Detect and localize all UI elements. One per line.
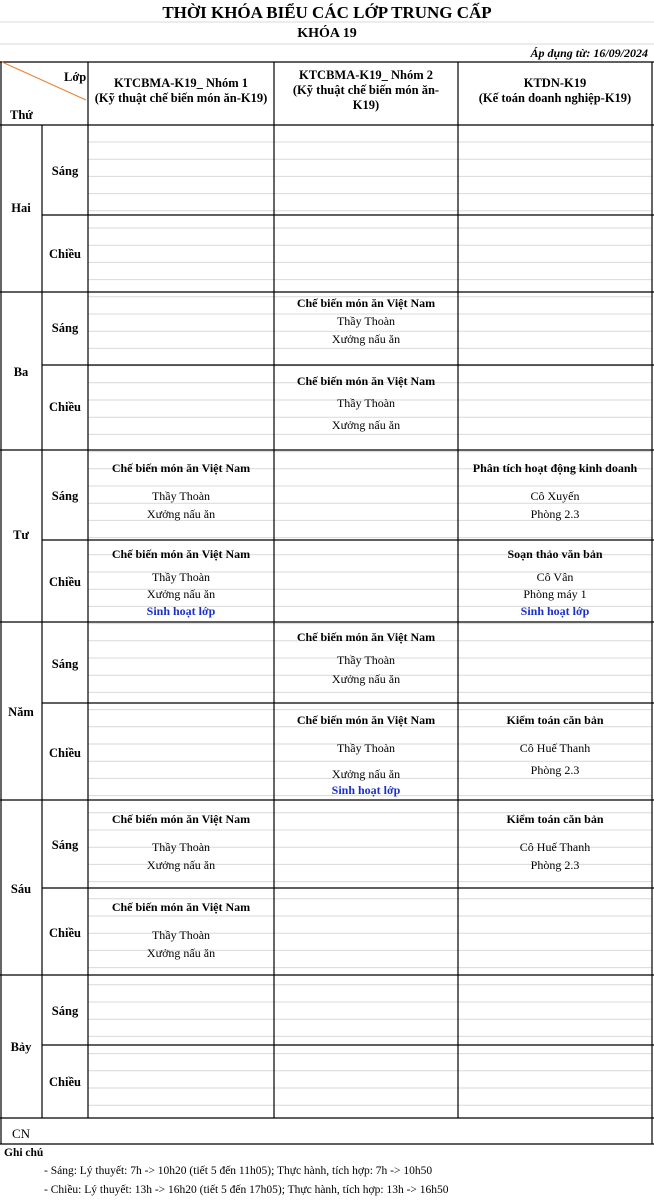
class-header-nhom1	[88, 76, 274, 106]
class-code: KTCBMA-K19_ Nhóm 2	[298, 68, 434, 82]
page-subtitle: KHÓA 19	[297, 26, 357, 41]
schedule-cell-sau-sang-nhom1	[88, 811, 274, 873]
subject: Chế biến món ăn Việt Nam	[111, 461, 251, 475]
class-activity: Sinh hoạt lớp	[146, 604, 216, 618]
day-label-tu: Tư	[13, 528, 29, 542]
session-label-sau-chieu: Chiều	[49, 926, 81, 940]
teacher: Thầy Thoàn	[151, 928, 211, 942]
teacher: Thầy Thoàn	[151, 570, 211, 584]
class-activity: Sinh hoạt lớp	[520, 604, 590, 618]
class-name-line1: (Kỹ thuật chế biến món ăn-	[292, 83, 440, 97]
room: Xưởng nấu ăn	[146, 946, 216, 960]
session-label-sau-sang: Sáng	[51, 838, 79, 852]
teacher: Thầy Thoàn	[336, 741, 396, 755]
session-label-nam-sang: Sáng	[51, 657, 79, 671]
schedule-cell-nam-sang-nhom2	[274, 628, 458, 689]
schedule-cell-tu-sang-ktdn	[458, 460, 652, 522]
room: Phòng 2.3	[530, 858, 580, 872]
day-label-ba: Ba	[13, 365, 29, 379]
subject: Chế biến món ăn Việt Nam	[296, 296, 436, 310]
schedule-cell-nam-chieu-nhom2	[274, 712, 458, 798]
room: Xưởng nấu ăn	[331, 767, 401, 781]
teacher: Cô Vân	[536, 570, 574, 584]
class-header-ktdn	[458, 76, 652, 106]
subject: Chế biến món ăn Việt Nam	[296, 374, 436, 388]
schedule-cell-tu-sang-nhom1	[88, 460, 274, 522]
schedule-cell-ba-chieu-nhom2	[274, 370, 458, 436]
class-code: KTCBMA-K19_ Nhóm 1	[113, 76, 249, 90]
session-label-bay-chieu: Chiều	[49, 1075, 81, 1089]
subject: Chế biến món ăn Việt Nam	[111, 900, 251, 914]
subject: Phân tích hoạt động kinh doanh	[472, 461, 638, 475]
session-label-tu-sang: Sáng	[51, 489, 79, 503]
room: Phòng máy 1	[523, 587, 587, 601]
notes-title: Ghi chú	[4, 1147, 44, 1159]
class-code: KTDN-K19	[523, 76, 587, 90]
note-afternoon: - Chiều: Lý thuyết: 13h -> 16h20 (tiết 5 đến 17h05); Thực hành, tích hợp: 13h -> 16h50	[44, 1184, 449, 1196]
room: Xưởng nấu ăn	[146, 507, 216, 521]
teacher: Thầy Thoàn	[336, 314, 396, 328]
room: Phòng 2.3	[530, 763, 580, 777]
schedule-cell-nam-chieu-ktdn	[458, 712, 652, 778]
room: Xưởng nấu ăn	[146, 587, 216, 601]
day-label-bay: Bảy	[10, 1040, 32, 1054]
subject: Chế biến món ăn Việt Nam	[296, 713, 436, 727]
session-label-bay-sang: Sáng	[51, 1004, 79, 1018]
schedule-cell-tu-chieu-nhom1	[88, 546, 274, 620]
note-morning: - Sáng: Lý thuyết: 7h -> 10h20 (tiết 5 đến 11h05); Thực hành, tích hợp: 7h -> 10h50	[44, 1165, 433, 1177]
class-header-nhom2	[274, 68, 458, 113]
session-label-hai-chieu: Chiều	[49, 247, 81, 261]
day-label-sau: Sáu	[10, 882, 32, 896]
applied-date: Áp dụng từ: 16/09/2024	[530, 46, 648, 60]
subject: Chế biến món ăn Việt Nam	[111, 812, 251, 826]
session-label-ba-sang: Sáng	[51, 321, 79, 335]
room: Xưởng nấu ăn	[331, 418, 401, 432]
session-label-nam-chieu: Chiều	[49, 746, 81, 760]
subject: Soạn thảo văn bản	[507, 547, 603, 561]
subject: Kiểm toán căn bản	[506, 812, 604, 826]
corner-label-class: Lớp	[64, 70, 87, 84]
room: Xưởng nấu ăn	[146, 858, 216, 872]
day-label-hai: Hai	[11, 201, 31, 215]
session-label-ba-chieu: Chiều	[49, 400, 81, 414]
teacher: Thầy Thoàn	[336, 653, 396, 667]
teacher: Thầy Thoàn	[336, 396, 396, 410]
class-name-line2: K19)	[352, 98, 380, 112]
schedule-cell-sau-sang-ktdn	[458, 811, 652, 873]
session-label-hai-sang: Sáng	[51, 164, 79, 178]
page-title: THỜI KHÓA BIỂU CÁC LỚP TRUNG CẤP	[162, 3, 492, 22]
room: Xưởng nấu ăn	[331, 332, 401, 346]
subject: Kiểm toán căn bản	[506, 713, 604, 727]
schedule-cell-sau-chieu-nhom1	[88, 899, 274, 961]
session-label-tu-chieu: Chiều	[49, 575, 81, 589]
teacher: Cô Huế Thanh	[519, 840, 591, 854]
day-label-nam: Năm	[8, 705, 34, 719]
day-label-cn: CN	[12, 1126, 31, 1141]
schedule-cell-tu-chieu-ktdn	[458, 546, 652, 620]
teacher: Cô Xuyến	[530, 489, 580, 503]
schedule-cell-ba-sang-nhom2	[274, 294, 458, 348]
class-name: (Kế toán doanh nghiệp-K19)	[478, 91, 632, 105]
class-name: (Kỹ thuật chế biến món ăn-K19)	[94, 91, 268, 105]
subject: Chế biến món ăn Việt Nam	[111, 547, 251, 561]
subject: Chế biến món ăn Việt Nam	[296, 630, 436, 644]
class-activity: Sinh hoạt lớp	[331, 783, 401, 797]
room: Phòng 2.3	[530, 507, 580, 521]
teacher: Cô Huế Thanh	[519, 741, 591, 755]
teacher: Thầy Thoàn	[151, 489, 211, 503]
teacher: Thầy Thoàn	[151, 840, 211, 854]
corner-label-day: Thứ	[10, 108, 33, 122]
room: Xưởng nấu ăn	[331, 672, 401, 686]
